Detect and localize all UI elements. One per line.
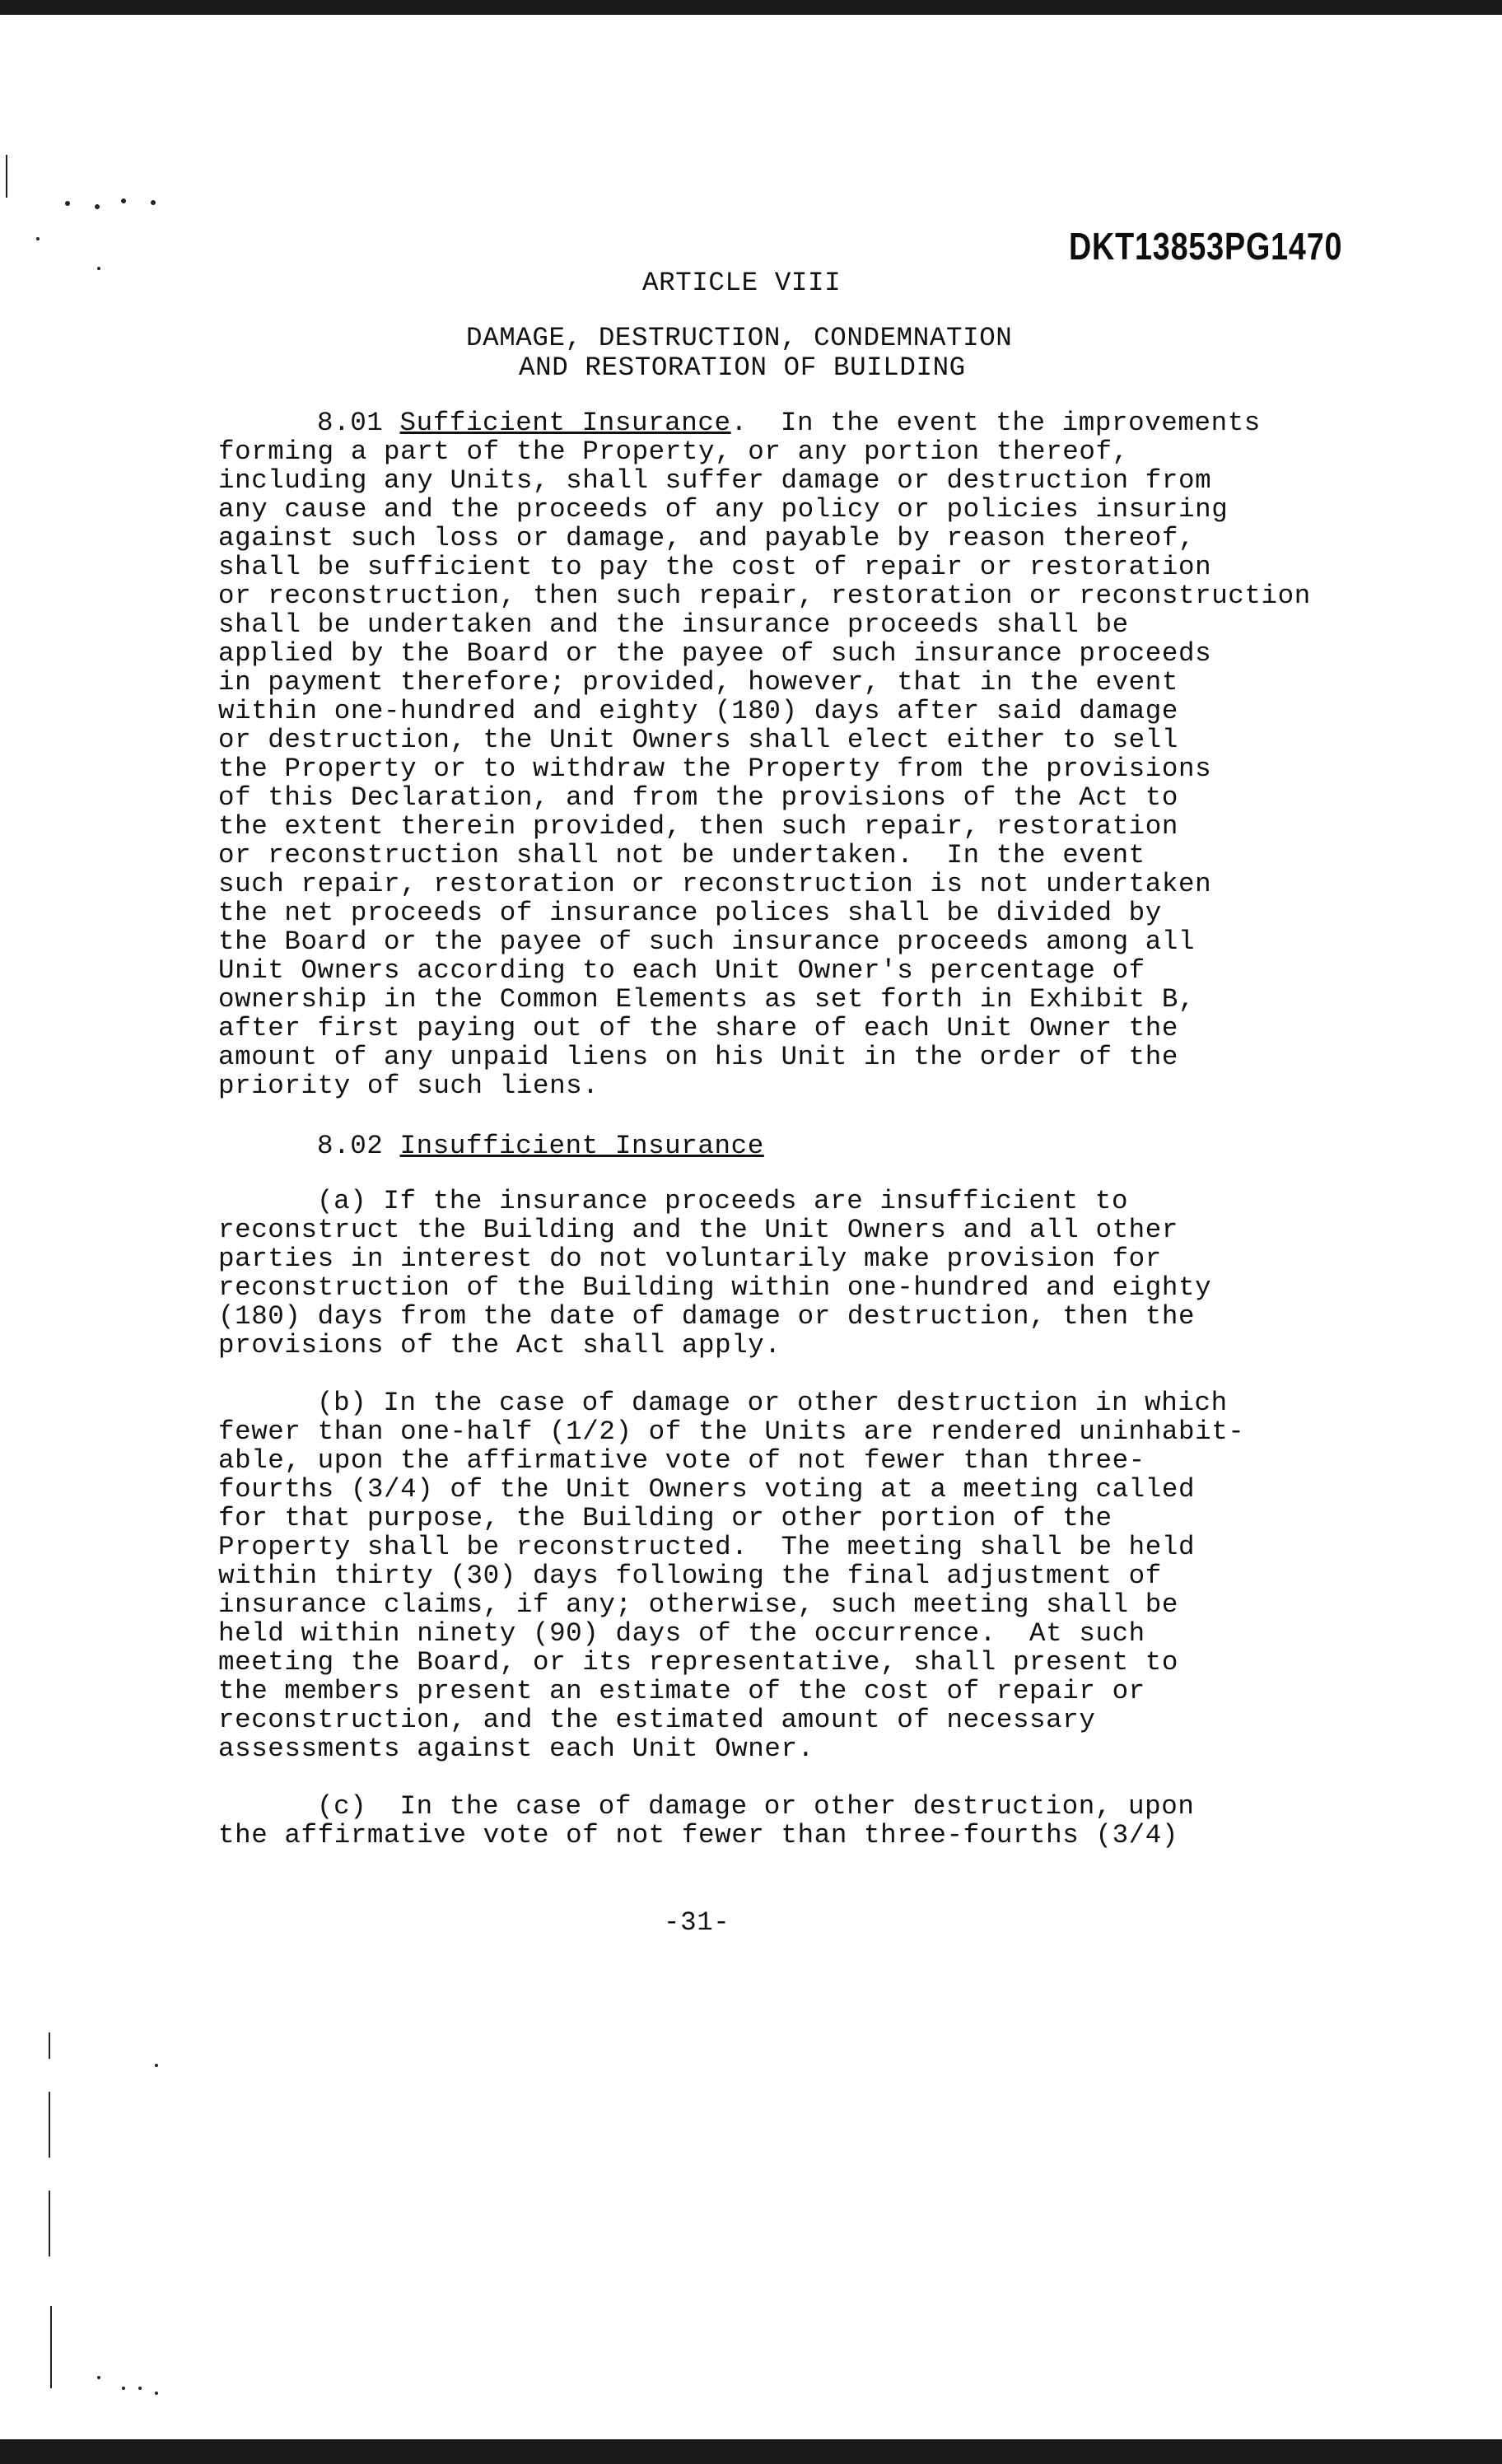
paragraph-line: Unit Owners according to each Unit Owner's percentage of — [218, 955, 1145, 986]
paragraph-line: Property shall be reconstructed. The meeting shall be held — [218, 1532, 1196, 1562]
paragraph-line: or reconstruction shall not be undertaken. In the event — [218, 840, 1145, 870]
paragraph-line: applied by the Board or the payee of such insurance proceeds — [218, 638, 1212, 669]
paragraph-line: against such loss or damage, and payable by reason thereof, — [218, 523, 1196, 553]
paragraph-line: fewer than one-half (1/2) of the Units are rendered uninhabit- — [218, 1416, 1245, 1447]
paragraph-line: within one-hundred and eighty (180) days after said damage — [218, 696, 1178, 726]
paragraph-line: forming a part of the Property, or any portion thereof, — [218, 436, 1129, 467]
paragraph-line: (180) days from the date of damage or destruction, then the — [218, 1301, 1196, 1332]
scan-border-top — [0, 0, 1502, 15]
paragraph-line: the Property or to withdraw the Property from the provisions — [218, 754, 1212, 784]
paragraph-line: the net proceeds of insurance polices shall be divided by — [218, 898, 1162, 928]
section-8-02-heading-line — [317, 1132, 764, 1160]
paragraph-line: for that purpose, the Building or other portion of the — [218, 1503, 1113, 1533]
paragraph-line: reconstruct the Building and the Unit Owners and all other — [218, 1215, 1178, 1245]
paragraph-line: or reconstruction, then such repair, restoration or reconstruction — [218, 581, 1311, 611]
paragraph-line: 8.01 Sufficient Insurance. In the event the improvements — [317, 408, 1261, 438]
paragraph-line: of this Declaration, and from the provisions of the Act to — [218, 782, 1178, 813]
paragraph-line: priority of such liens. — [218, 1071, 599, 1101]
paragraph-line: the Board or the payee of such insurance proceeds among all — [218, 926, 1196, 957]
page-number: -31- — [664, 1907, 730, 1938]
section-8-02-paragraph-c — [218, 1792, 1502, 1850]
document-stamp: DKT13853PG1470 — [1069, 225, 1343, 268]
paragraph-line: the extent therein provided, then such repair, restoration — [218, 811, 1178, 842]
section-heading: Sufficient Insurance — [399, 408, 731, 438]
section-8-01-paragraph — [218, 408, 1502, 1100]
paragraph-line: assessments against each Unit Owner. — [218, 1734, 814, 1764]
paragraph-line: after first paying out of the share of each Unit Owner the — [218, 1013, 1178, 1043]
paragraph-line: held within ninety (90) days of the occurrence. At such — [218, 1618, 1145, 1649]
section-8-02-paragraph-a — [218, 1187, 1502, 1360]
scan-border-bottom — [0, 2439, 1502, 2464]
paragraph-line: within thirty (30) days following the final adjustment of — [218, 1561, 1162, 1591]
section-number: 8.02 — [317, 1131, 400, 1161]
section-heading: Insufficient Insurance — [399, 1131, 764, 1161]
section-8-02-paragraph-b — [218, 1388, 1502, 1763]
paragraph-line: shall be undertaken and the insurance proceeds shall be — [218, 609, 1129, 640]
paragraph-line: reconstruction of the Building within one-hundred and eighty — [218, 1272, 1212, 1303]
paragraph-line: or destruction, the Unit Owners shall elect either to sell — [218, 725, 1178, 755]
paragraph-line: the affirmative vote of not fewer than three-fourths (3/4) — [218, 1820, 1178, 1850]
paragraph-line: insurance claims, if any; otherwise, such meeting shall be — [218, 1589, 1178, 1620]
article-title: ARTICLE VIII — [642, 268, 842, 298]
paragraph-line: parties in interest do not voluntarily make provision for — [218, 1244, 1162, 1274]
paragraph-line: provisions of the Act shall apply. — [218, 1330, 781, 1360]
paragraph-line: (b) In the case of damage or other destruction in which — [317, 1388, 1228, 1418]
section-number: 8.01 — [317, 408, 400, 438]
article-subtitle-line-2: AND RESTORATION OF BUILDING — [519, 352, 966, 383]
paragraph-line: including any Units, shall suffer damage or destruction from — [218, 465, 1212, 496]
paragraph-line: able, upon the affirmative vote of not fewer than three- — [218, 1445, 1145, 1476]
paragraph-line: amount of any unpaid liens on his Unit in the order of the — [218, 1042, 1178, 1072]
paragraph-line: shall be sufficient to pay the cost of repair or restoration — [218, 552, 1212, 582]
paragraph-line: meeting the Board, or its representative, shall present to — [218, 1647, 1178, 1678]
paragraph-line: such repair, restoration or reconstruction is not undertaken — [218, 869, 1212, 899]
paragraph-line: (c) In the case of damage or other destruction, upon — [317, 1791, 1195, 1822]
paragraph-line: in payment therefore; provided, however, that in the event — [218, 667, 1178, 698]
paragraph-line: (a) If the insurance proceeds are insufficient to — [317, 1186, 1129, 1216]
paragraph-line: reconstruction, and the estimated amount of necessary — [218, 1705, 1096, 1735]
article-subtitle-line-1: DAMAGE, DESTRUCTION, CONDEMNATION — [466, 323, 1013, 353]
paragraph-line: fourths (3/4) of the Unit Owners voting at a meeting called — [218, 1474, 1196, 1505]
paragraph-line: the members present an estimate of the cost of repair or — [218, 1676, 1145, 1706]
paragraph-line: ownership in the Common Elements as set forth in Exhibit B, — [218, 984, 1196, 1015]
paragraph-line: any cause and the proceeds of any policy or policies insuring — [218, 494, 1229, 525]
